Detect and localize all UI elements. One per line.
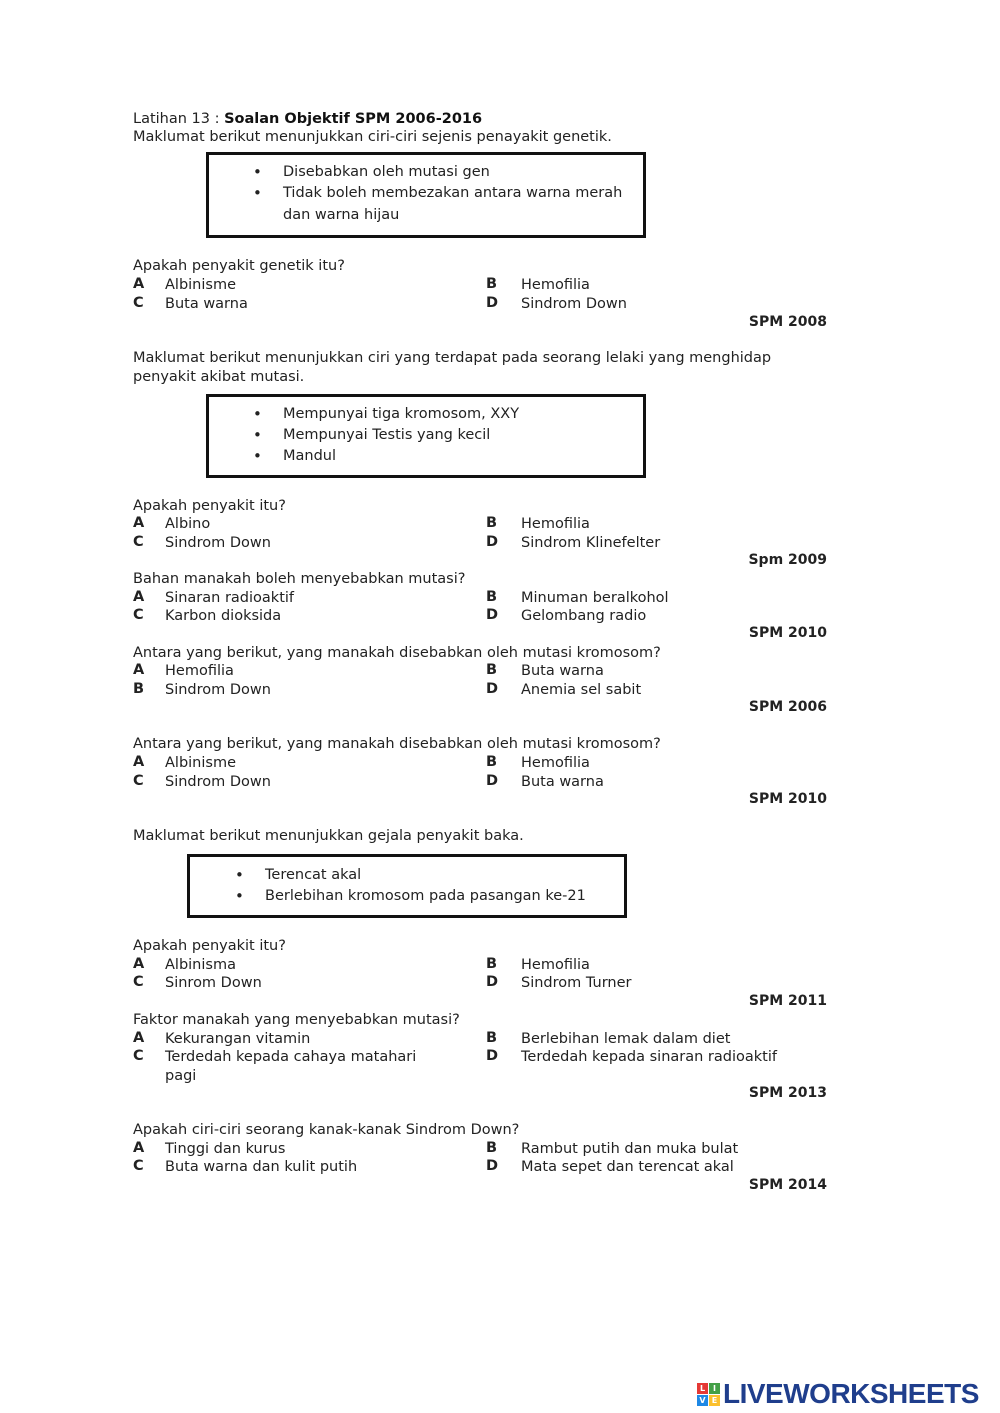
option-d[interactable]: Terdedah kepada sinaran radioaktif: [521, 1049, 777, 1065]
info-bullet: • Terencat akal: [265, 865, 586, 886]
option-letter: B: [486, 662, 498, 678]
mark-tile: L: [697, 1383, 708, 1394]
question-8: Apakah ciri-ciri seorang kanak-kanak Sindrom Down?: [133, 1122, 520, 1138]
info-bullet: • Disebabkan oleh mutasi gen: [283, 162, 622, 183]
option-d[interactable]: Anemia sel sabit: [521, 682, 642, 698]
option-letter: A: [133, 662, 145, 678]
option-letter: C: [133, 534, 144, 550]
option-letter: D: [486, 773, 499, 789]
exam-year-tag: SPM 2011: [748, 993, 827, 1009]
option-a[interactable]: Kekurangan vitamin: [165, 1031, 311, 1047]
option-letter: C: [133, 607, 144, 623]
info-bullet: • Berlebihan kromosom pada pasangan ke-21: [265, 886, 586, 907]
option-c[interactable]: Sinrom Down: [165, 975, 262, 991]
worksheet-heading: [133, 110, 482, 129]
option-d[interactable]: Sindrom Down: [521, 296, 627, 312]
option-letter: A: [133, 276, 145, 292]
info-bullet-continuation: dan warna hijau: [283, 207, 400, 223]
option-c[interactable]: Sindrom Down: [165, 682, 271, 698]
option-letter: B: [486, 754, 498, 770]
question-5: Antara yang berikut, yang manakah disebabkan oleh mutasi kromosom?: [133, 736, 661, 752]
option-d[interactable]: Sindrom Klinefelter: [521, 535, 661, 551]
info-box-1: [206, 152, 646, 238]
option-a[interactable]: Albinisme: [165, 277, 236, 293]
option-a[interactable]: Albino: [165, 516, 211, 532]
exam-year-tag: SPM 2006: [748, 699, 827, 715]
option-letter: D: [486, 534, 499, 550]
option-b[interactable]: Minuman beralkohol: [521, 590, 669, 606]
option-c[interactable]: Buta warna: [165, 296, 248, 312]
question-3: Bahan manakah boleh menyebabkan mutasi?: [133, 571, 466, 587]
option-letter: B: [486, 956, 498, 972]
info-bullet: • Mempunyai tiga kromosom, XXY: [283, 404, 519, 425]
exam-year-tag: Spm 2009: [748, 552, 827, 568]
option-d[interactable]: Sindrom Turner: [521, 975, 632, 991]
option-letter: A: [133, 515, 145, 531]
option-letter: C: [133, 773, 144, 789]
mark-tile: E: [709, 1395, 720, 1406]
option-letter: A: [133, 1030, 145, 1046]
question-7: Faktor manakah yang menyebabkan mutasi?: [133, 1012, 460, 1028]
option-c[interactable]: Sindrom Down: [165, 535, 271, 551]
option-a[interactable]: Sinaran radioaktif: [165, 590, 295, 606]
option-a[interactable]: Albinisme: [165, 755, 236, 771]
question-2: Apakah penyakit itu?: [133, 498, 286, 514]
exam-year-tag: SPM 2008: [748, 314, 827, 330]
option-b[interactable]: Hemofilia: [521, 277, 590, 293]
option-letter: A: [133, 754, 145, 770]
option-letter: C: [133, 974, 144, 990]
option-letter: B: [133, 681, 145, 697]
info-bullet: • Tidak boleh membezakan antara warna merah: [283, 183, 622, 204]
option-c[interactable]: Terdedah kepada cahaya matahari: [165, 1049, 417, 1065]
option-letter: C: [133, 295, 144, 311]
option-letter: C: [133, 1048, 144, 1064]
option-letter: D: [486, 607, 499, 623]
option-b[interactable]: Berlebihan lemak dalam diet: [521, 1031, 731, 1047]
mark-tile: I: [709, 1383, 720, 1394]
option-c[interactable]: Sindrom Down: [165, 774, 271, 790]
option-b[interactable]: Hemofilia: [521, 957, 590, 973]
info-box-3: [187, 854, 627, 918]
option-letter: B: [486, 1140, 498, 1156]
exam-year-tag: SPM 2013: [748, 1085, 827, 1101]
question-4: Antara yang berikut, yang manakah disebabkan oleh mutasi kromosom?: [133, 645, 661, 661]
option-letter: B: [486, 276, 498, 292]
option-letter: B: [486, 515, 498, 531]
intro-text: Maklumat berikut menunjukkan ciri yang terdapat pada seorang lelaki yang menghidap: [133, 350, 772, 366]
option-letter: D: [486, 1048, 499, 1064]
option-d[interactable]: Mata sepet dan terencat akal: [521, 1159, 734, 1175]
liveworksheets-logo[interactable]: [697, 1378, 979, 1410]
exam-year-tag: SPM 2010: [748, 791, 827, 807]
option-b[interactable]: Hemofilia: [521, 516, 590, 532]
option-letter: A: [133, 589, 145, 605]
option-letter: C: [133, 1158, 144, 1174]
option-a[interactable]: Tinggi dan kurus: [165, 1141, 286, 1157]
option-b[interactable]: Buta warna: [521, 663, 604, 679]
exam-year-tag: SPM 2014: [748, 1177, 827, 1193]
option-b[interactable]: Hemofilia: [521, 755, 590, 771]
option-a[interactable]: Hemofilia: [165, 663, 234, 679]
exam-year-tag: SPM 2010: [748, 625, 827, 641]
option-b[interactable]: Rambut putih dan muka bulat: [521, 1141, 739, 1157]
brand-name: LIVEWORKSHEETS: [723, 1378, 979, 1409]
option-letter: D: [486, 974, 499, 990]
option-letter: A: [133, 1140, 145, 1156]
intro-text: penyakit akibat mutasi.: [133, 369, 305, 385]
mark-tile: V: [697, 1395, 708, 1406]
info-bullet: • Mandul: [283, 446, 519, 467]
heading-prefix: Latihan 13 :: [133, 111, 225, 127]
question-6: Apakah penyakit itu?: [133, 938, 286, 954]
option-letter: A: [133, 956, 145, 972]
option-d[interactable]: Gelombang radio: [521, 608, 647, 624]
option-c[interactable]: Karbon dioksida: [165, 608, 282, 624]
option-letter: B: [486, 1030, 498, 1046]
intro-text: Maklumat berikut menunjukkan ciri-ciri sejenis penayakit genetik.: [133, 129, 612, 145]
intro-text: Maklumat berikut menunjukkan gejala penyakit baka.: [133, 828, 524, 844]
option-letter: D: [486, 1158, 499, 1174]
option-d[interactable]: Buta warna: [521, 774, 604, 790]
option-letter: D: [486, 295, 499, 311]
info-bullet: • Mempunyai Testis yang kecil: [283, 425, 519, 446]
option-c[interactable]: Buta warna dan kulit putih: [165, 1159, 358, 1175]
option-letter: B: [486, 589, 498, 605]
liveworksheets-mark-icon: [697, 1383, 720, 1406]
option-c-continuation: pagi: [165, 1068, 197, 1084]
option-a[interactable]: Albinisma: [165, 957, 236, 973]
heading-title: Soalan Objektif SPM 2006-2016: [224, 111, 483, 127]
option-letter: D: [486, 681, 499, 697]
question-1: Apakah penyakit genetik itu?: [133, 258, 345, 274]
info-box-2: [206, 394, 646, 478]
